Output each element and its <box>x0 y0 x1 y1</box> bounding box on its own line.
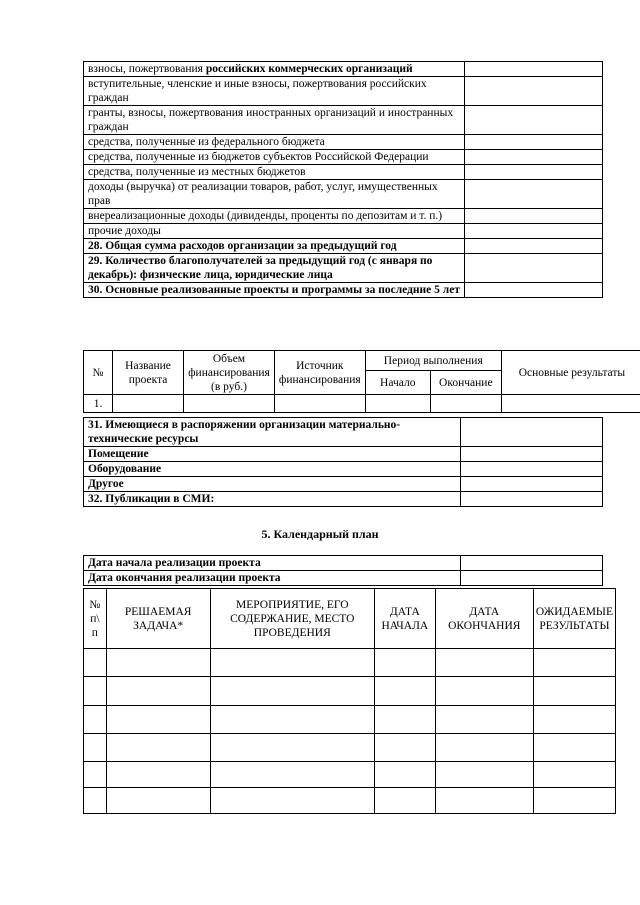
projects-table <box>83 350 640 413</box>
col-start: ДАТА НАЧАЛА <box>374 589 435 649</box>
income-row-other: прочие доходы <box>84 224 465 239</box>
value-cell[interactable] <box>465 150 603 165</box>
col-end: ДАТА ОКОНЧАНИЯ <box>435 589 533 649</box>
table-row <box>84 762 616 788</box>
col-results: Основные результаты <box>501 351 640 395</box>
q29-label: 29. Количество благополучателей за предыдущий год (с января по декабрь): физические лица, юридические лица <box>84 254 465 283</box>
calendar-plan-table <box>83 588 616 814</box>
start-date-label: Дата начала реализации проекта <box>84 556 461 571</box>
calendar-title: 5. Календарный план <box>261 527 379 541</box>
value-cell[interactable] <box>465 62 603 77</box>
value-cell[interactable] <box>465 135 603 150</box>
value-cell[interactable] <box>465 180 603 209</box>
table-row <box>84 706 616 734</box>
q31-label: 31. Имеющиеся в распоряжении организации материально-технические ресурсы <box>84 418 461 447</box>
q28-label: 28. Общая сумма расходов организации за предыдущий год <box>84 239 465 254</box>
calendar-dates-table <box>83 555 603 586</box>
value-cell[interactable] <box>465 224 603 239</box>
q32-label: 32. Публикации в СМИ: <box>84 492 461 507</box>
income-row-nonoperating: внереализационные доходы (дивиденды, проценты по депозитам и т. п.) <box>84 209 465 224</box>
col-volume: Объем финансирования (в руб.) <box>184 351 275 395</box>
value-cell[interactable] <box>465 254 603 283</box>
income-row-federal: средства, полученные из федерального бюджета <box>84 135 465 150</box>
col-num: № <box>84 351 113 395</box>
value-cell[interactable] <box>465 283 603 298</box>
income-row-commercial: взносы, пожертвования российских коммерческих организаций <box>84 62 465 77</box>
col-name: Название проекта <box>113 351 184 395</box>
value-cell[interactable] <box>465 106 603 135</box>
value-cell[interactable] <box>465 209 603 224</box>
table-row <box>84 788 616 814</box>
income-row-citizens: вступительные, членские и иные взносы, пожертвования российских граждан <box>84 77 465 106</box>
col-source: Источник финансирования <box>274 351 365 395</box>
equipment-label: Оборудование <box>84 462 461 477</box>
row-num: 1. <box>84 395 113 413</box>
other-label: Другое <box>84 477 461 492</box>
income-row-regional: средства, полученные из бюджетов субъектов Российской Федерации <box>84 150 465 165</box>
resources-table <box>83 417 603 507</box>
col-task: РЕШАЕМАЯ ЗАДАЧА* <box>106 589 210 649</box>
income-table <box>83 61 603 298</box>
table-row <box>84 649 616 677</box>
col-num: № п\ п <box>84 589 107 649</box>
value-cell[interactable] <box>465 239 603 254</box>
income-row-foreign: гранты, взносы, пожертвования иностранных организаций и иностранных граждан <box>84 106 465 135</box>
col-start: Начало <box>365 371 430 395</box>
income-row-local: средства, полученные из местных бюджетов <box>84 165 465 180</box>
q30-label: 30. Основные реализованные проекты и программы за последние 5 лет <box>84 283 465 298</box>
income-row-sales: доходы (выручка) от реализации товаров, работ, услуг, имущественных прав <box>84 180 465 209</box>
col-period: Период выполнения <box>365 351 501 371</box>
table-row <box>84 395 640 413</box>
col-event: МЕРОПРИЯТИЕ, ЕГО СОДЕРЖАНИЕ, МЕСТО ПРОВЕДЕНИЯ <box>210 589 374 649</box>
value-cell[interactable] <box>465 77 603 106</box>
premises-label: Помещение <box>84 447 461 462</box>
value-cell[interactable] <box>465 165 603 180</box>
col-end: Окончание <box>430 371 501 395</box>
table-row <box>84 734 616 762</box>
col-results: ОЖИДАЕМЫЕ РЕЗУЛЬТАТЫ <box>533 589 615 649</box>
end-date-label: Дата окончания реализации проекта <box>84 571 461 586</box>
table-row <box>84 677 616 706</box>
